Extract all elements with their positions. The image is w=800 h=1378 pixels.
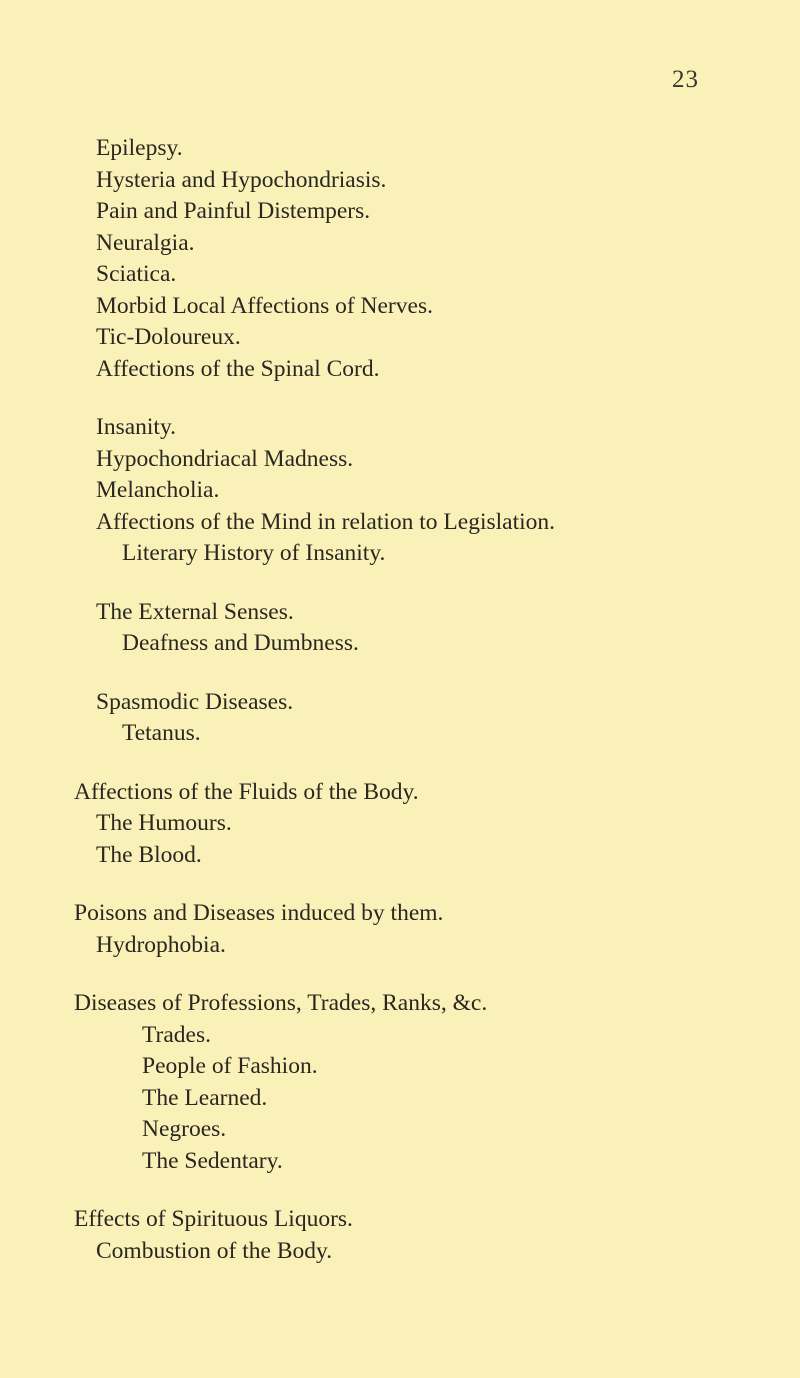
contents-entry: Tic-Doloureux. [96,324,241,350]
contents-entry: Diseases of Professions, Trades, Ranks, &c. [74,990,488,1016]
contents-entry: Melancholia. [96,477,220,503]
contents-entry: The Sedentary. [142,1147,283,1174]
contents-group [0,687,800,750]
contents-entry: Spasmodic Diseases. [96,688,294,715]
contents-entry: Pain and Painful Distempers. [96,198,371,224]
contents-entry: Hydrophobia. [96,931,226,958]
contents-entry: Tetanus. [122,720,201,746]
contents-entry: Neuralgia. [96,229,195,256]
contents-entry: Poisons and Diseases induced by them. [74,900,444,926]
contents-entry: Morbid Local Affections of Nerves. [96,292,433,319]
contents-entry: People of Fashion. [142,1053,318,1079]
contents-group [0,412,800,570]
contents-entry: Hypochondriacal Madness. [96,445,354,472]
contents-group [0,1204,800,1267]
contents-entry: Sciatica. [96,261,177,287]
page-number: 23 [672,66,699,93]
contents-list [0,133,800,1294]
contents-entry: The Blood. [96,841,202,868]
contents-entry: Insanity. [96,414,177,440]
contents-entry: The Learned. [142,1084,268,1111]
contents-entry: The Humours. [96,810,232,836]
contents-entry: Affections of the Fluids of the Body. [74,778,419,805]
contents-entry: Literary History of Insanity. [122,540,386,566]
contents-group [0,597,800,660]
contents-entry: Affections of the Spinal Cord. [96,355,380,382]
contents-entry: Hysteria and Hypochondriasis. [96,166,387,193]
contents-group [0,133,800,385]
contents-group [0,898,800,961]
contents-entry: Trades. [142,1021,211,1048]
contents-entry: Negroes. [142,1116,227,1142]
contents-entry: Effects of Spirituous Liquors. [74,1206,353,1232]
contents-entry: Epilepsy. [96,135,183,161]
contents-group [0,988,800,1177]
contents-entry: Combustion of the Body. [96,1237,333,1264]
contents-entry: Deafness and Dumbness. [122,630,359,656]
contents-group [0,777,800,872]
contents-entry: The External Senses. [96,598,294,625]
contents-entry: Affections of the Mind in relation to Legislation. [96,508,556,535]
